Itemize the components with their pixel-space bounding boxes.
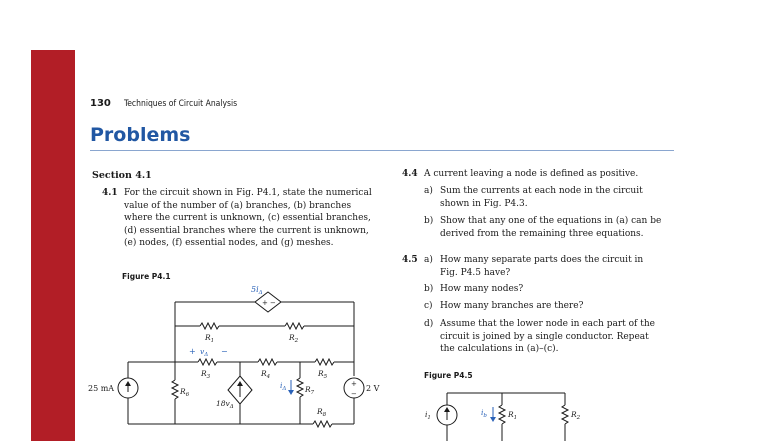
r6-label: R: [180, 387, 186, 396]
figure-label-p4-5: Figure P4.5: [424, 371, 473, 380]
svg-text:R1: $R_1$: [205, 333, 215, 344]
svg-text:R3: $R_3$: [201, 369, 211, 380]
problem-number: 4.1: [102, 188, 118, 198]
problem-4-1: [102, 187, 372, 251]
svg-text:iΔ: $i_\Delta$: [280, 381, 287, 392]
part-text: [440, 254, 674, 279]
running-head: Techniques of Circuit Analysis: [124, 99, 238, 109]
dep-source-top-label: 5i: [251, 285, 259, 294]
problem-4-5-part-b: [424, 283, 674, 297]
problem-text: [124, 187, 374, 250]
part-label: b): [424, 284, 434, 294]
svg-text:R2: $R_2$: [289, 333, 299, 344]
part-label: c): [424, 301, 433, 311]
voltage-source-label: 2 V: [366, 384, 380, 393]
part-label: a): [424, 255, 433, 265]
problem-4-5: [402, 254, 422, 268]
text-line: How many separate parts does the circuit in: [440, 255, 644, 265]
page-title: Problems: [90, 124, 191, 146]
svg-text:R7: $R_7$: [305, 385, 315, 396]
v-delta-plus: +: [189, 347, 196, 356]
r7-label: R: [305, 385, 311, 394]
v-delta-label: v: [200, 347, 205, 356]
text-line: circuit is joined by a single conductor. Repeat: [440, 331, 649, 342]
r8-label: R: [317, 407, 323, 416]
part-label: a): [424, 186, 433, 196]
r3-label: R: [201, 369, 207, 378]
r2-label: R: [571, 410, 577, 419]
section-heading: Section 4.1: [92, 170, 152, 181]
text-line: the calculations in (a)–(c).: [440, 344, 559, 354]
part-text: [440, 215, 674, 240]
text-line: value of the number of (a) branches, (b) branches: [124, 200, 352, 211]
text-line: shown in Fig. P4.3.: [440, 198, 528, 209]
problem-4-5-part-c: [424, 300, 674, 314]
svg-text:5iΔ: $5i_\Delta$: [251, 285, 263, 296]
page-edge-bar: [31, 50, 75, 441]
text-line: Assume that the lower node in each part of the: [440, 319, 655, 329]
text-line: Fig. P4.5 have?: [440, 267, 511, 278]
text-line: How many branches are there?: [440, 301, 584, 311]
problem-4-4-part-b: [424, 215, 674, 241]
v-delta-minus: −: [221, 347, 228, 356]
part-text: [440, 318, 674, 356]
svg-text:R2: $R_2$: [571, 410, 581, 421]
text-line: How many nodes?: [440, 284, 524, 294]
problem-intro: A current leaving a node is defined as positive.: [424, 169, 639, 179]
problem-4-5-part-a: [424, 254, 674, 280]
r1-label: R: [205, 333, 211, 342]
i1-label: i: [425, 410, 428, 419]
problem-4-4-part-a: [424, 185, 674, 211]
svg-text:R8: $R_8$: [317, 407, 327, 418]
text-line: Sum the currents at each node in the circuit: [440, 186, 643, 196]
svg-text:R5: $R_5$: [318, 369, 328, 380]
vsource-plus: +: [351, 380, 357, 388]
svg-text:R4: $R_4$: [261, 369, 271, 380]
text-line: (e) nodes, (f) essential nodes, and (g) meshes.: [124, 238, 334, 248]
page-number: 130: [90, 98, 111, 109]
diamond-plus: +: [262, 299, 268, 307]
svg-text:18vΔ: $18v_\Delta$: [216, 399, 234, 410]
title-rule: [90, 150, 674, 151]
part-text: [440, 185, 674, 210]
circuit-diagram-p4-1: [80, 284, 390, 441]
dep-source-mid-label: 18v: [216, 399, 230, 408]
part-text: [440, 283, 674, 296]
part-text: [440, 300, 674, 313]
text-line: where the current is unknown, (c) essential branches,: [124, 213, 371, 223]
svg-text:vΔ: $v_\Delta$: [200, 347, 209, 358]
text-line: For the circuit shown in Fig. P4.1, state the numerical: [124, 188, 372, 198]
svg-text:i1: $i_1$: [425, 410, 431, 421]
problem-number: 4.5: [402, 255, 418, 265]
problem-number: 4.4: [402, 169, 418, 179]
text-line: derived from the remaining three equations.: [440, 228, 644, 239]
svg-text:R6: $R_6$: [180, 387, 190, 398]
ib-label: i: [481, 408, 484, 417]
svg-text:R1: $R_1$: [508, 410, 518, 421]
svg-text:ib: $i_b$: [481, 408, 487, 419]
figure-label-p4-1: Figure P4.1: [122, 272, 171, 281]
i-delta-label: i: [280, 381, 283, 390]
r5-label: R: [318, 369, 324, 378]
text-line: (d) essential branches where the current is unknown,: [124, 225, 369, 236]
circuit-diagram-p4-5: [415, 385, 605, 441]
r1-label: R: [508, 410, 514, 419]
problem-4-5-part-d: [424, 318, 674, 358]
diamond-minus: −: [270, 299, 276, 307]
current-source-label: 25 mA: [88, 384, 115, 393]
part-label: d): [424, 319, 434, 329]
text-line: Show that any one of the equations in (a) can be: [440, 216, 662, 226]
vsource-minus: −: [351, 390, 357, 398]
r4-label: R: [261, 369, 267, 378]
part-label: b): [424, 216, 434, 226]
r2-label: R: [289, 333, 295, 342]
